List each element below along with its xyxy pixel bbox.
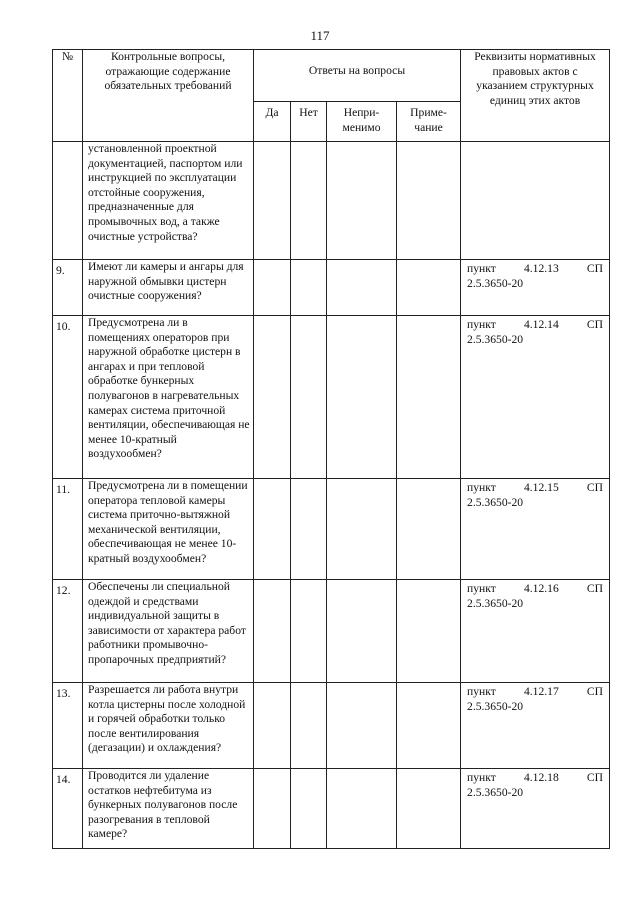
requisite-number: 4.12.17: [523, 685, 559, 698]
answer-no-cell[interactable]: [291, 769, 327, 849]
answer-not-applicable-cell[interactable]: [327, 479, 397, 580]
table-row: [53, 769, 610, 849]
question-text: Обеспечены ли специальной одеждой и средствами индивидуальной защиты в зависимости от характера работ работники промывочно-пропарочных предприятий?: [83, 580, 254, 683]
row-number: [53, 142, 83, 260]
answer-no-cell[interactable]: [291, 260, 327, 316]
row-number: 14.: [53, 769, 83, 849]
answer-not-applicable-cell[interactable]: [327, 683, 397, 769]
requisite-line-1: [467, 685, 603, 700]
header-yes: Да: [254, 102, 291, 142]
requisites-cell: [461, 142, 610, 260]
answer-note-cell[interactable]: [397, 683, 461, 769]
requisite-line-1: [467, 582, 603, 597]
answer-no-cell[interactable]: [291, 142, 327, 260]
answer-yes-cell[interactable]: [254, 683, 291, 769]
requisites-cell: [461, 316, 610, 479]
answer-yes-cell[interactable]: [254, 479, 291, 580]
answer-no-cell[interactable]: [291, 683, 327, 769]
answer-yes-cell[interactable]: [254, 260, 291, 316]
header-num: №: [53, 50, 83, 142]
row-number: 13.: [53, 683, 83, 769]
requisite-word: пункт: [467, 481, 496, 494]
answer-note-cell[interactable]: [397, 769, 461, 849]
requisites-cell: [461, 479, 610, 580]
requisite-code: СП: [586, 481, 604, 494]
requisite-word: пункт: [467, 318, 496, 331]
requisite-code: СП: [586, 771, 604, 784]
header-requisites: Реквизиты нормативных правовых актов с указанием структурных единиц этих актов: [461, 50, 610, 142]
table-row: [53, 142, 610, 260]
requisites-cell: [461, 580, 610, 683]
header-not-applicable: Непри-менимо: [327, 102, 397, 142]
requisite-number: 4.12.14: [523, 318, 559, 331]
requisite-line-1: [467, 771, 603, 786]
table-row: [53, 316, 610, 479]
requisite-line-2: 2.5.3650-20: [467, 276, 524, 290]
requisite-word: пункт: [467, 685, 496, 698]
requisite-number: 4.12.16: [523, 582, 559, 595]
requisite-code: СП: [586, 262, 604, 275]
requisites-cell: [461, 769, 610, 849]
requisite-number: 4.12.13: [523, 262, 559, 275]
requisite-code: СП: [586, 582, 604, 595]
requisite-line-2: 2.5.3650-20: [467, 596, 524, 610]
answer-note-cell[interactable]: [397, 316, 461, 479]
header-answers: Ответы на вопросы: [254, 50, 461, 102]
answer-note-cell[interactable]: [397, 142, 461, 260]
answer-not-applicable-cell[interactable]: [327, 769, 397, 849]
table-row: [53, 683, 610, 769]
answer-note-cell[interactable]: [397, 479, 461, 580]
question-text: Имеют ли камеры и ангары для наружной обмывки цистерн очистные сооружения?: [83, 260, 254, 316]
question-text: Проводится ли удаление остатков нефтебитума из бункерных полувагонов после разогревания в тепловой камере?: [83, 769, 254, 849]
requisite-word: пункт: [467, 582, 496, 595]
answer-yes-cell[interactable]: [254, 142, 291, 260]
requisite-word: пункт: [467, 262, 496, 275]
answer-not-applicable-cell[interactable]: [327, 260, 397, 316]
question-text: Разрешается ли работа внутри котла цистерны после холодной и горячей обработки только после вентилирования (дегазации) и охлаждения?: [83, 683, 254, 769]
table-row: [53, 580, 610, 683]
header-questions: Контрольные вопросы, отражающие содержание обязательных требований: [83, 50, 254, 142]
answer-not-applicable-cell[interactable]: [327, 142, 397, 260]
question-text: Предусмотрена ли в помещении оператора тепловой камеры система приточно-вытяжной механической вентиляции, обеспечивающая не менее 10-кратный воздухообмен?: [83, 479, 254, 580]
answer-yes-cell[interactable]: [254, 316, 291, 479]
question-text: Предусмотрена ли в помещениях операторов при наружной обработке цистерн в ангарах и при тепловой обработке бункерных полувагонов в нагревательных камерах система приточной вентиляции, обеспечивающая не менее 10-кратный воздухообмен?: [83, 316, 254, 479]
header-no: Нет: [291, 102, 327, 142]
requisites-cell: [461, 683, 610, 769]
answer-not-applicable-cell[interactable]: [327, 316, 397, 479]
requisite-line-1: [467, 481, 603, 496]
requisite-line-2: 2.5.3650-20: [467, 785, 524, 799]
header-note: Приме-чание: [397, 102, 461, 142]
answer-no-cell[interactable]: [291, 479, 327, 580]
row-number: 10.: [53, 316, 83, 479]
answer-note-cell[interactable]: [397, 580, 461, 683]
answer-yes-cell[interactable]: [254, 580, 291, 683]
requisite-line-1: [467, 318, 603, 333]
requisite-number: 4.12.15: [523, 481, 559, 494]
answer-note-cell[interactable]: [397, 260, 461, 316]
table-row: [53, 479, 610, 580]
requisites-cell: [461, 260, 610, 316]
requisite-code: СП: [586, 685, 604, 698]
requisite-line-2: 2.5.3650-20: [467, 332, 524, 346]
requisite-line-1: [467, 262, 603, 277]
question-text: установленной проектной документацией, паспортом или инструкцией по эксплуатации отстойные сооружения, предназначенные для промывочных вод, а также очистные устройства?: [83, 142, 254, 260]
requisite-line-2: 2.5.3650-20: [467, 699, 524, 713]
page-number: 117: [310, 28, 330, 43]
row-number: 9.: [53, 260, 83, 316]
answer-no-cell[interactable]: [291, 316, 327, 479]
checklist-table: [52, 49, 610, 849]
row-number: 11.: [53, 479, 83, 580]
answer-no-cell[interactable]: [291, 580, 327, 683]
requisite-code: СП: [586, 318, 604, 331]
answer-yes-cell[interactable]: [254, 769, 291, 849]
requisite-line-2: 2.5.3650-20: [467, 495, 524, 509]
row-number: 12.: [53, 580, 83, 683]
requisite-word: пункт: [467, 771, 496, 784]
table-row: [53, 260, 610, 316]
requisite-number: 4.12.18: [523, 771, 559, 784]
answer-not-applicable-cell[interactable]: [327, 580, 397, 683]
